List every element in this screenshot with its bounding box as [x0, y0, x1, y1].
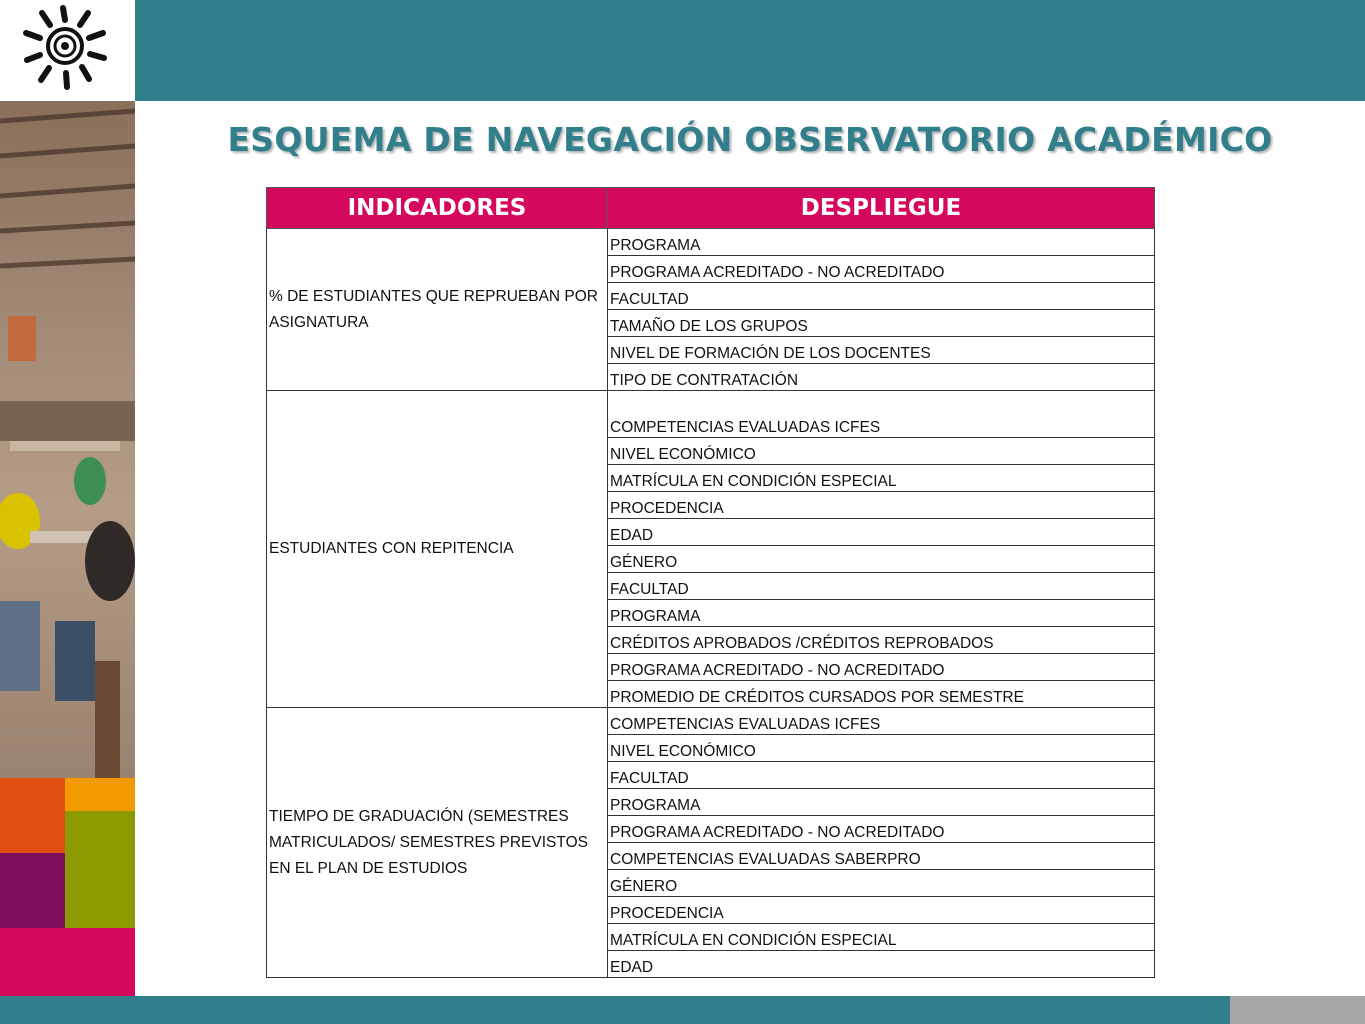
display-cell: PROGRAMA ACREDITADO - NO ACREDITADO — [608, 256, 1155, 283]
display-cell: FACULTAD — [608, 573, 1155, 600]
display-cell: NIVEL DE FORMACIÓN DE LOS DOCENTES — [608, 337, 1155, 364]
display-cell: CRÉDITOS APROBADOS /CRÉDITOS REPROBADOS — [608, 627, 1155, 654]
display-cell: FACULTAD — [608, 762, 1155, 789]
display-cell: FACULTAD — [608, 283, 1155, 310]
color-block-magenta — [0, 928, 135, 996]
header-indicators: INDICADORES — [267, 188, 608, 229]
header-band — [135, 0, 1365, 101]
table-row — [267, 229, 1155, 256]
footer-band — [0, 996, 1230, 1024]
color-block-olive — [65, 811, 135, 928]
display-cell: PROMEDIO DE CRÉDITOS CURSADOS POR SEMESTRE — [608, 681, 1155, 708]
display-cell: TIPO DE CONTRATACIÓN — [608, 364, 1155, 391]
indicator-cell: % DE ESTUDIANTES QUE REPRUEBAN POR ASIGNATURA — [267, 229, 608, 391]
display-cell: COMPETENCIAS EVALUADAS ICFES — [608, 708, 1155, 735]
logo — [0, 0, 135, 101]
display-cell: PROGRAMA ACREDITADO - NO ACREDITADO — [608, 816, 1155, 843]
sun-spiral-icon — [0, 0, 135, 101]
classroom-photo — [0, 101, 135, 778]
display-cell: MATRÍCULA EN CONDICIÓN ESPECIAL — [608, 465, 1155, 492]
display-cell: EDAD — [608, 519, 1155, 546]
display-cell: PROGRAMA ACREDITADO - NO ACREDITADO — [608, 654, 1155, 681]
page-title: ESQUEMA DE NAVEGACIÓN OBSERVATORIO ACADÉMICO — [227, 120, 1273, 159]
display-cell: TAMAÑO DE LOS GRUPOS — [608, 310, 1155, 337]
header-display: DESPLIEGUE — [608, 188, 1155, 229]
display-cell: PROGRAMA — [608, 229, 1155, 256]
color-block-purple — [0, 853, 65, 928]
table-row — [267, 391, 1155, 438]
table-row — [267, 708, 1155, 735]
display-cell: PROGRAMA — [608, 789, 1155, 816]
display-cell: GÉNERO — [608, 546, 1155, 573]
display-cell: PROCEDENCIA — [608, 492, 1155, 519]
display-cell: NIVEL ECONÓMICO — [608, 438, 1155, 465]
display-cell: PROCEDENCIA — [608, 897, 1155, 924]
display-cell: NIVEL ECONÓMICO — [608, 735, 1155, 762]
display-cell: COMPETENCIAS EVALUADAS ICFES — [608, 391, 1155, 438]
color-block-amber — [65, 778, 135, 811]
footer-gray-block — [1230, 996, 1365, 1024]
display-cell: GÉNERO — [608, 870, 1155, 897]
display-cell: COMPETENCIAS EVALUADAS SABERPRO — [608, 843, 1155, 870]
display-cell: MATRÍCULA EN CONDICIÓN ESPECIAL — [608, 924, 1155, 951]
indicator-cell: TIEMPO DE GRADUACIÓN (SEMESTRES MATRICULADOS/ SEMESTRES PREVISTOS EN EL PLAN DE ESTUDIOS — [267, 708, 608, 978]
display-cell: PROGRAMA — [608, 600, 1155, 627]
color-block-orange — [0, 778, 65, 853]
display-cell: EDAD — [608, 951, 1155, 978]
indicator-cell: ESTUDIANTES CON REPITENCIA — [267, 391, 608, 708]
navigation-table — [266, 187, 1155, 978]
